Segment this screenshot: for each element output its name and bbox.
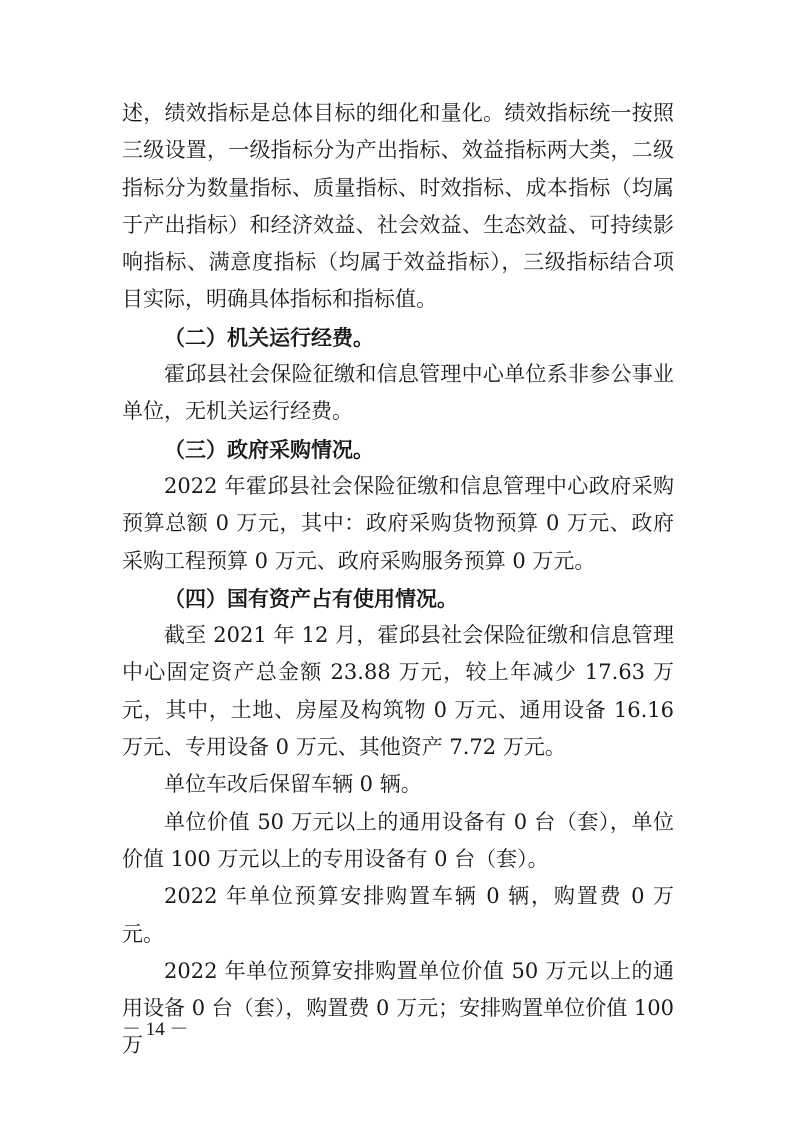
paragraph-equipment-count: 单位价值 50 万元以上的通用设备有 0 台（套），单位价值 100 万元以上的专用设备有 0 台（套）。 (122, 809, 674, 871)
paragraph-fixed-assets: 截至 2021 年 12 月，霍邱县社会保险征缴和信息管理中心固定资产总金额 23.88 万元，较上年减少 17.63 万元，其中，土地、房屋及构筑物 0 万元、通用设备 16.16 万元、专用设备 0 万元、其他资产 7.72 万元。 (122, 623, 674, 760)
paragraph-indicators-continued: 述，绩效指标是总体目标的细化和量化。绩效指标统一按照三级设置，一级指标分为产出指标、效益指标两大类，二级指标分为数量指标、质量指标、时效指标、成本指标（均属于产出指标）和经济效益、社会效益、生态效益、可持续影响指标、满意度指标（均属于效益指标），三级指标结合项目实际，明确具体指标和指标值。 (122, 101, 674, 312)
paragraph-equipment-purchase: 2022 年单位预算安排购置单位价值 50 万元以上的通用设备 0 台（套），购置费 0 万元；安排购置单位价值 100 万 (122, 958, 674, 1058)
heading-government-procurement: （三）政府采购情况。 (164, 436, 374, 462)
heading-state-assets: （四）国有资产占有使用情况。 (164, 585, 458, 611)
page-number: － 14 － (122, 1019, 189, 1040)
paragraph-operating-expenses: 霍邱县社会保险征缴和信息管理中心单位系非参公事业单位，无机关运行经费。 (122, 362, 674, 424)
paragraph-government-procurement: 2022 年霍邱县社会保险征缴和信息管理中心政府采购预算总额 0 万元，其中：政府采购货物预算 0 万元、政府采购工程预算 0 万元、政府采购服务预算 0 万元。 (122, 473, 674, 573)
body-text (122, 95, 674, 1065)
paragraph-vehicle-purchase: 2022 年单位预算安排购置车辆 0 辆，购置费 0 万元。 (122, 884, 674, 946)
paragraph-vehicles-retained: 单位车改后保留车辆 0 辆。 (164, 772, 422, 797)
heading-operating-expenses: （二）机关运行经费。 (164, 324, 374, 350)
